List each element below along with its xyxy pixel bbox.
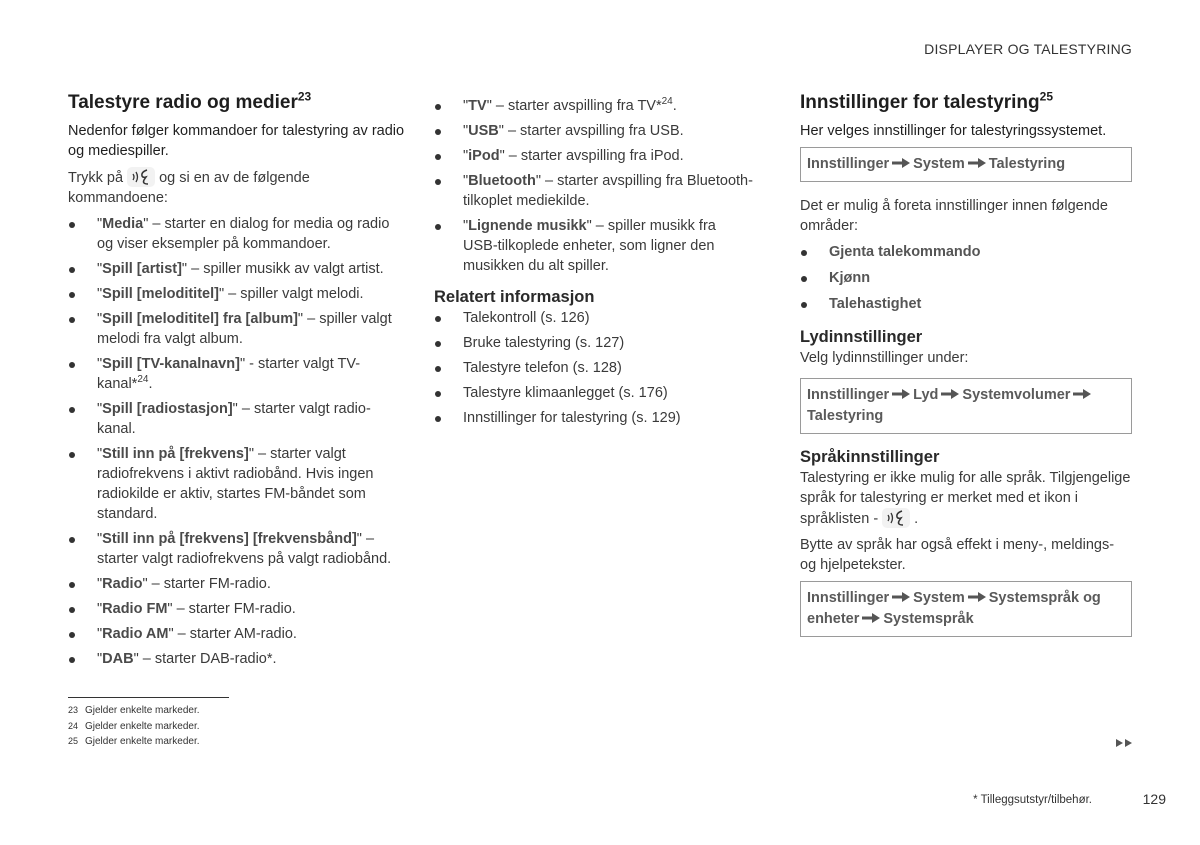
command-keyword: TV <box>468 98 487 114</box>
footnote-ref: 23 <box>297 89 312 104</box>
menu-path-item: Systemspråk og enheter <box>807 589 1101 627</box>
menu-path-system-language <box>800 581 1132 637</box>
settings-area-item-label: Gjenta talekommando <box>829 243 981 260</box>
footnote-ref: 24 <box>137 373 149 385</box>
language-text-tail: . <box>914 510 919 527</box>
language-settings-text <box>800 468 1132 529</box>
settings-area-item <box>800 268 1132 288</box>
command-description: – spiller musikk fra USB-tilkoplede enheter, som ligner den musikken du alt spiller. <box>463 218 716 274</box>
bullet-icon <box>435 104 441 110</box>
right-arrow-icon <box>967 589 987 601</box>
menu-path-voice-control <box>800 147 1132 182</box>
command-item: "Radio AM" – starter AM-radio. <box>68 624 408 644</box>
menu-path-item: Innstillinger <box>807 589 890 606</box>
bullet-icon <box>69 407 75 413</box>
menu-path-item: Systemspråk <box>883 610 974 627</box>
right-arrow-icon <box>1072 386 1092 398</box>
bullet-icon <box>435 154 441 160</box>
command-description: – starter avspilling fra USB. <box>503 123 684 139</box>
instruction-pre: Trykk på <box>68 169 124 186</box>
footnote-number: 24 <box>68 720 79 731</box>
footnote-rule <box>68 697 229 698</box>
intro-text: Nedenfor følger kommandoer for talestyring av radio og mediespiller. <box>68 122 405 159</box>
page-continues-icon <box>1116 737 1134 749</box>
bullet-icon <box>435 366 441 372</box>
command-list-continued <box>434 96 754 276</box>
command-description: – spiller musikk av valgt artist. <box>187 260 384 277</box>
bullet-icon <box>69 292 75 298</box>
command-item: "Spill [TV-kanalnavn]" - starter valgt TV-kanal*$^{24}$. <box>68 354 408 394</box>
command-keyword: Spill [TV-kanalnavn] <box>102 355 240 372</box>
bullet-icon <box>69 317 75 323</box>
command-description: – starter AM-radio. <box>173 625 297 642</box>
bullet-icon <box>69 582 75 588</box>
command-keyword: Spill [artist] <box>102 260 182 277</box>
language-change-text: Bytte av språk har også effekt i meny-, meldings- og hjelpetekster. <box>800 536 1115 573</box>
command-description: – starter valgt radio-kanal. <box>97 400 371 437</box>
command-item: "USB" – starter avspilling fra USB. <box>434 121 754 141</box>
command-list <box>68 214 408 669</box>
menu-path-system-volume <box>800 378 1132 434</box>
bullet-icon <box>69 607 75 613</box>
column-middle <box>434 96 754 433</box>
command-keyword: USB <box>468 123 499 139</box>
settings-area-item <box>800 242 1132 262</box>
related-link-label: Talestyre klimaanlegget (s. 176) <box>463 385 668 401</box>
right-arrow-icon <box>940 386 960 398</box>
related-link[interactable] <box>434 408 754 428</box>
bullet-icon <box>69 537 75 543</box>
heading-radio-media <box>68 89 408 115</box>
command-keyword: Spill [radiostasjon] <box>102 400 233 417</box>
voice-control-icon <box>127 167 155 187</box>
command-item: "Still inn på [frekvens]" – starter valgt radiofrekvens i aktivt radiobånd. Hvis ingen radiokilde er aktiv, startes FM-båndet som standard. <box>68 444 408 524</box>
sound-settings-heading: Lydinnstillinger <box>800 327 923 346</box>
command-keyword: Still inn på [frekvens] [frekvensbånd] <box>102 530 357 547</box>
related-link-label: Bruke talestyring (s. 127) <box>463 335 625 351</box>
bullet-icon <box>69 452 75 458</box>
heading-text: Innstillinger for talestyring <box>800 92 1040 113</box>
bullet-icon <box>435 224 441 230</box>
bullet-icon <box>435 316 441 322</box>
related-link-label: Talestyre telefon (s. 128) <box>463 360 622 376</box>
command-description: – starter avspilling fra iPod. <box>504 148 684 164</box>
bullet-icon <box>435 179 441 185</box>
command-keyword: DAB <box>102 650 134 667</box>
section-header: DISPLAYER OG TALESTYRING <box>924 41 1132 57</box>
footnote-ref: 25 <box>1039 89 1054 104</box>
related-link[interactable] <box>434 308 754 328</box>
command-description: – starter valgt radiofrekvens i aktivt radiobånd. Hvis ingen radiokilde er aktiv, startes FM-båndet som standard. <box>97 445 374 522</box>
command-item: "Radio FM" – starter FM-radio. <box>68 599 408 619</box>
areas-intro: Det er mulig å foreta innstillinger innen følgende områder: <box>800 197 1108 234</box>
menu-path-item: Talestyring <box>807 407 884 424</box>
command-description: – starter valgt radiofrekvens på valgt radiobånd. <box>97 530 392 567</box>
menu-path-item: Innstillinger <box>807 155 890 172</box>
menu-path-item: Systemvolumer <box>962 386 1071 403</box>
bullet-icon <box>801 250 807 256</box>
related-info-heading: Relatert informasjon <box>434 288 595 306</box>
bullet-icon <box>435 391 441 397</box>
menu-path-item: Talestyring <box>988 155 1066 172</box>
command-item: "Spill [artist]" – spiller musikk av valgt artist. <box>68 259 408 279</box>
command-item: "Spill [radiostasjon]" – starter valgt radio-kanal. <box>68 399 408 439</box>
right-arrow-icon <box>891 386 911 398</box>
footnote-text: Gjelder enkelte markeder. <box>85 720 200 732</box>
footnote <box>68 703 200 719</box>
bullet-icon <box>69 362 75 368</box>
settings-area-item-label: Talehastighet <box>829 295 922 312</box>
voice-control-icon <box>882 508 910 528</box>
language-settings-heading: Språkinnstillinger <box>800 447 940 466</box>
menu-path-item: System <box>913 155 965 172</box>
menu-path-item: Lyd <box>913 386 939 403</box>
command-description: - starter valgt TV-kanal* <box>97 355 361 392</box>
language-text: Talestyring er ikke mulig for alle språk. Tilgjengelige språk for talestyring er merket med et ikon i språklisten - <box>800 469 1131 527</box>
command-keyword: Lignende musikk <box>468 218 587 234</box>
heading-voice-settings <box>800 89 1132 115</box>
command-description: – starter avspilling fra Bluetooth-tilkoplet mediekilde. <box>463 173 753 209</box>
footnote <box>68 734 200 750</box>
command-keyword: Spill [melodititel] <box>102 285 219 302</box>
instruction-text <box>68 167 408 208</box>
related-link-label: Talekontroll (s. 126) <box>463 310 590 326</box>
accessory-note: * Tilleggsutstyr/tilbehør. <box>973 794 1092 806</box>
menu-path-item: System <box>913 589 965 606</box>
command-tail: . <box>672 98 677 114</box>
sound-settings-intro: Velg lydinnstillinger under: <box>800 349 969 366</box>
bullet-icon <box>69 632 75 638</box>
settings-areas <box>800 242 1132 314</box>
menu-path-item: Innstillinger <box>807 386 890 403</box>
command-item: "Spill [melodititel] fra [album]" – spiller valgt melodi fra valgt album. <box>68 309 408 349</box>
related-link[interactable] <box>434 333 754 353</box>
related-links <box>434 308 754 428</box>
column-right <box>800 89 1132 651</box>
instruction-post: og si en av de følgende kommandoene: <box>68 169 310 206</box>
footnote-number: 23 <box>68 705 79 715</box>
command-item: "Spill [melodititel]" – spiller valgt melodi. <box>68 284 408 304</box>
bullet-icon <box>435 129 441 135</box>
command-item: "Still inn på [frekvens] [frekvensbånd]" – starter valgt radiofrekvens på valgt radiobånd. <box>68 529 408 569</box>
footnotes <box>68 703 200 750</box>
right-arrow-icon <box>861 610 881 622</box>
command-keyword: Radio <box>102 575 143 592</box>
command-description: – starter FM-radio. <box>172 600 296 617</box>
related-link[interactable] <box>434 383 754 403</box>
right-arrow-icon <box>891 589 911 601</box>
page-number: 129 <box>1142 791 1166 807</box>
footnote <box>68 719 200 735</box>
settings-area-item <box>800 294 1132 314</box>
bullet-icon <box>435 416 441 422</box>
command-keyword: Radio FM <box>102 600 168 617</box>
footnote-number: 25 <box>68 736 79 746</box>
heading-text: Talestyre radio og medier <box>68 92 298 113</box>
bullet-icon <box>801 276 807 282</box>
command-description: – starter FM-radio. <box>147 575 271 592</box>
bullet-icon <box>69 222 75 228</box>
command-item: "Lignende musikk" – spiller musikk fra USB-tilkoplede enheter, som ligner den musikken du alt spiller. <box>434 216 754 276</box>
command-description: – starter avspilling fra TV* <box>491 98 662 114</box>
bullet-icon <box>69 657 75 663</box>
command-keyword: Media <box>102 215 144 232</box>
column-left <box>68 89 408 674</box>
command-description: – starter en dialog for media og radio og viser eksempler på kommandoer. <box>97 215 390 252</box>
command-tail: . <box>148 375 153 392</box>
command-description: – spiller valgt melodi fra valgt album. <box>97 310 392 347</box>
bullet-icon <box>435 341 441 347</box>
bullet-icon <box>69 267 75 273</box>
command-item: "Media" – starter en dialog for media og radio og viser eksempler på kommandoer. <box>68 214 408 254</box>
footnote-text: Gjelder enkelte markeder. <box>85 736 200 747</box>
right-arrow-icon <box>891 155 911 167</box>
command-description: – spiller valgt melodi. <box>224 285 364 302</box>
related-link-label: Innstillinger for talestyring (s. 129) <box>463 410 681 426</box>
command-description: – starter DAB-radio*. <box>138 650 277 667</box>
command-item: "Bluetooth" – starter avspilling fra Bluetooth-tilkoplet mediekilde. <box>434 171 754 211</box>
command-item: "Radio" – starter FM-radio. <box>68 574 408 594</box>
command-keyword: Spill [melodititel] fra [album] <box>102 310 298 327</box>
footnote-ref: 24 <box>661 96 673 108</box>
related-link[interactable] <box>434 358 754 378</box>
command-keyword: Still inn på [frekvens] <box>102 445 249 462</box>
footnote-text: Gjelder enkelte markeder. <box>85 705 200 716</box>
command-keyword: Radio AM <box>102 625 169 642</box>
right-arrow-icon <box>967 155 987 167</box>
command-keyword: Bluetooth <box>468 173 536 189</box>
command-item: "iPod" – starter avspilling fra iPod. <box>434 146 754 166</box>
intro-text: Her velges innstillinger for talestyringssystemet. <box>800 122 1107 139</box>
bullet-icon <box>801 302 807 308</box>
command-keyword: iPod <box>468 148 500 164</box>
settings-area-item-label: Kjønn <box>829 269 871 286</box>
command-item: "TV" – starter avspilling fra TV*$^{24}$. <box>434 96 754 116</box>
command-item: "DAB" – starter DAB-radio*. <box>68 649 408 669</box>
